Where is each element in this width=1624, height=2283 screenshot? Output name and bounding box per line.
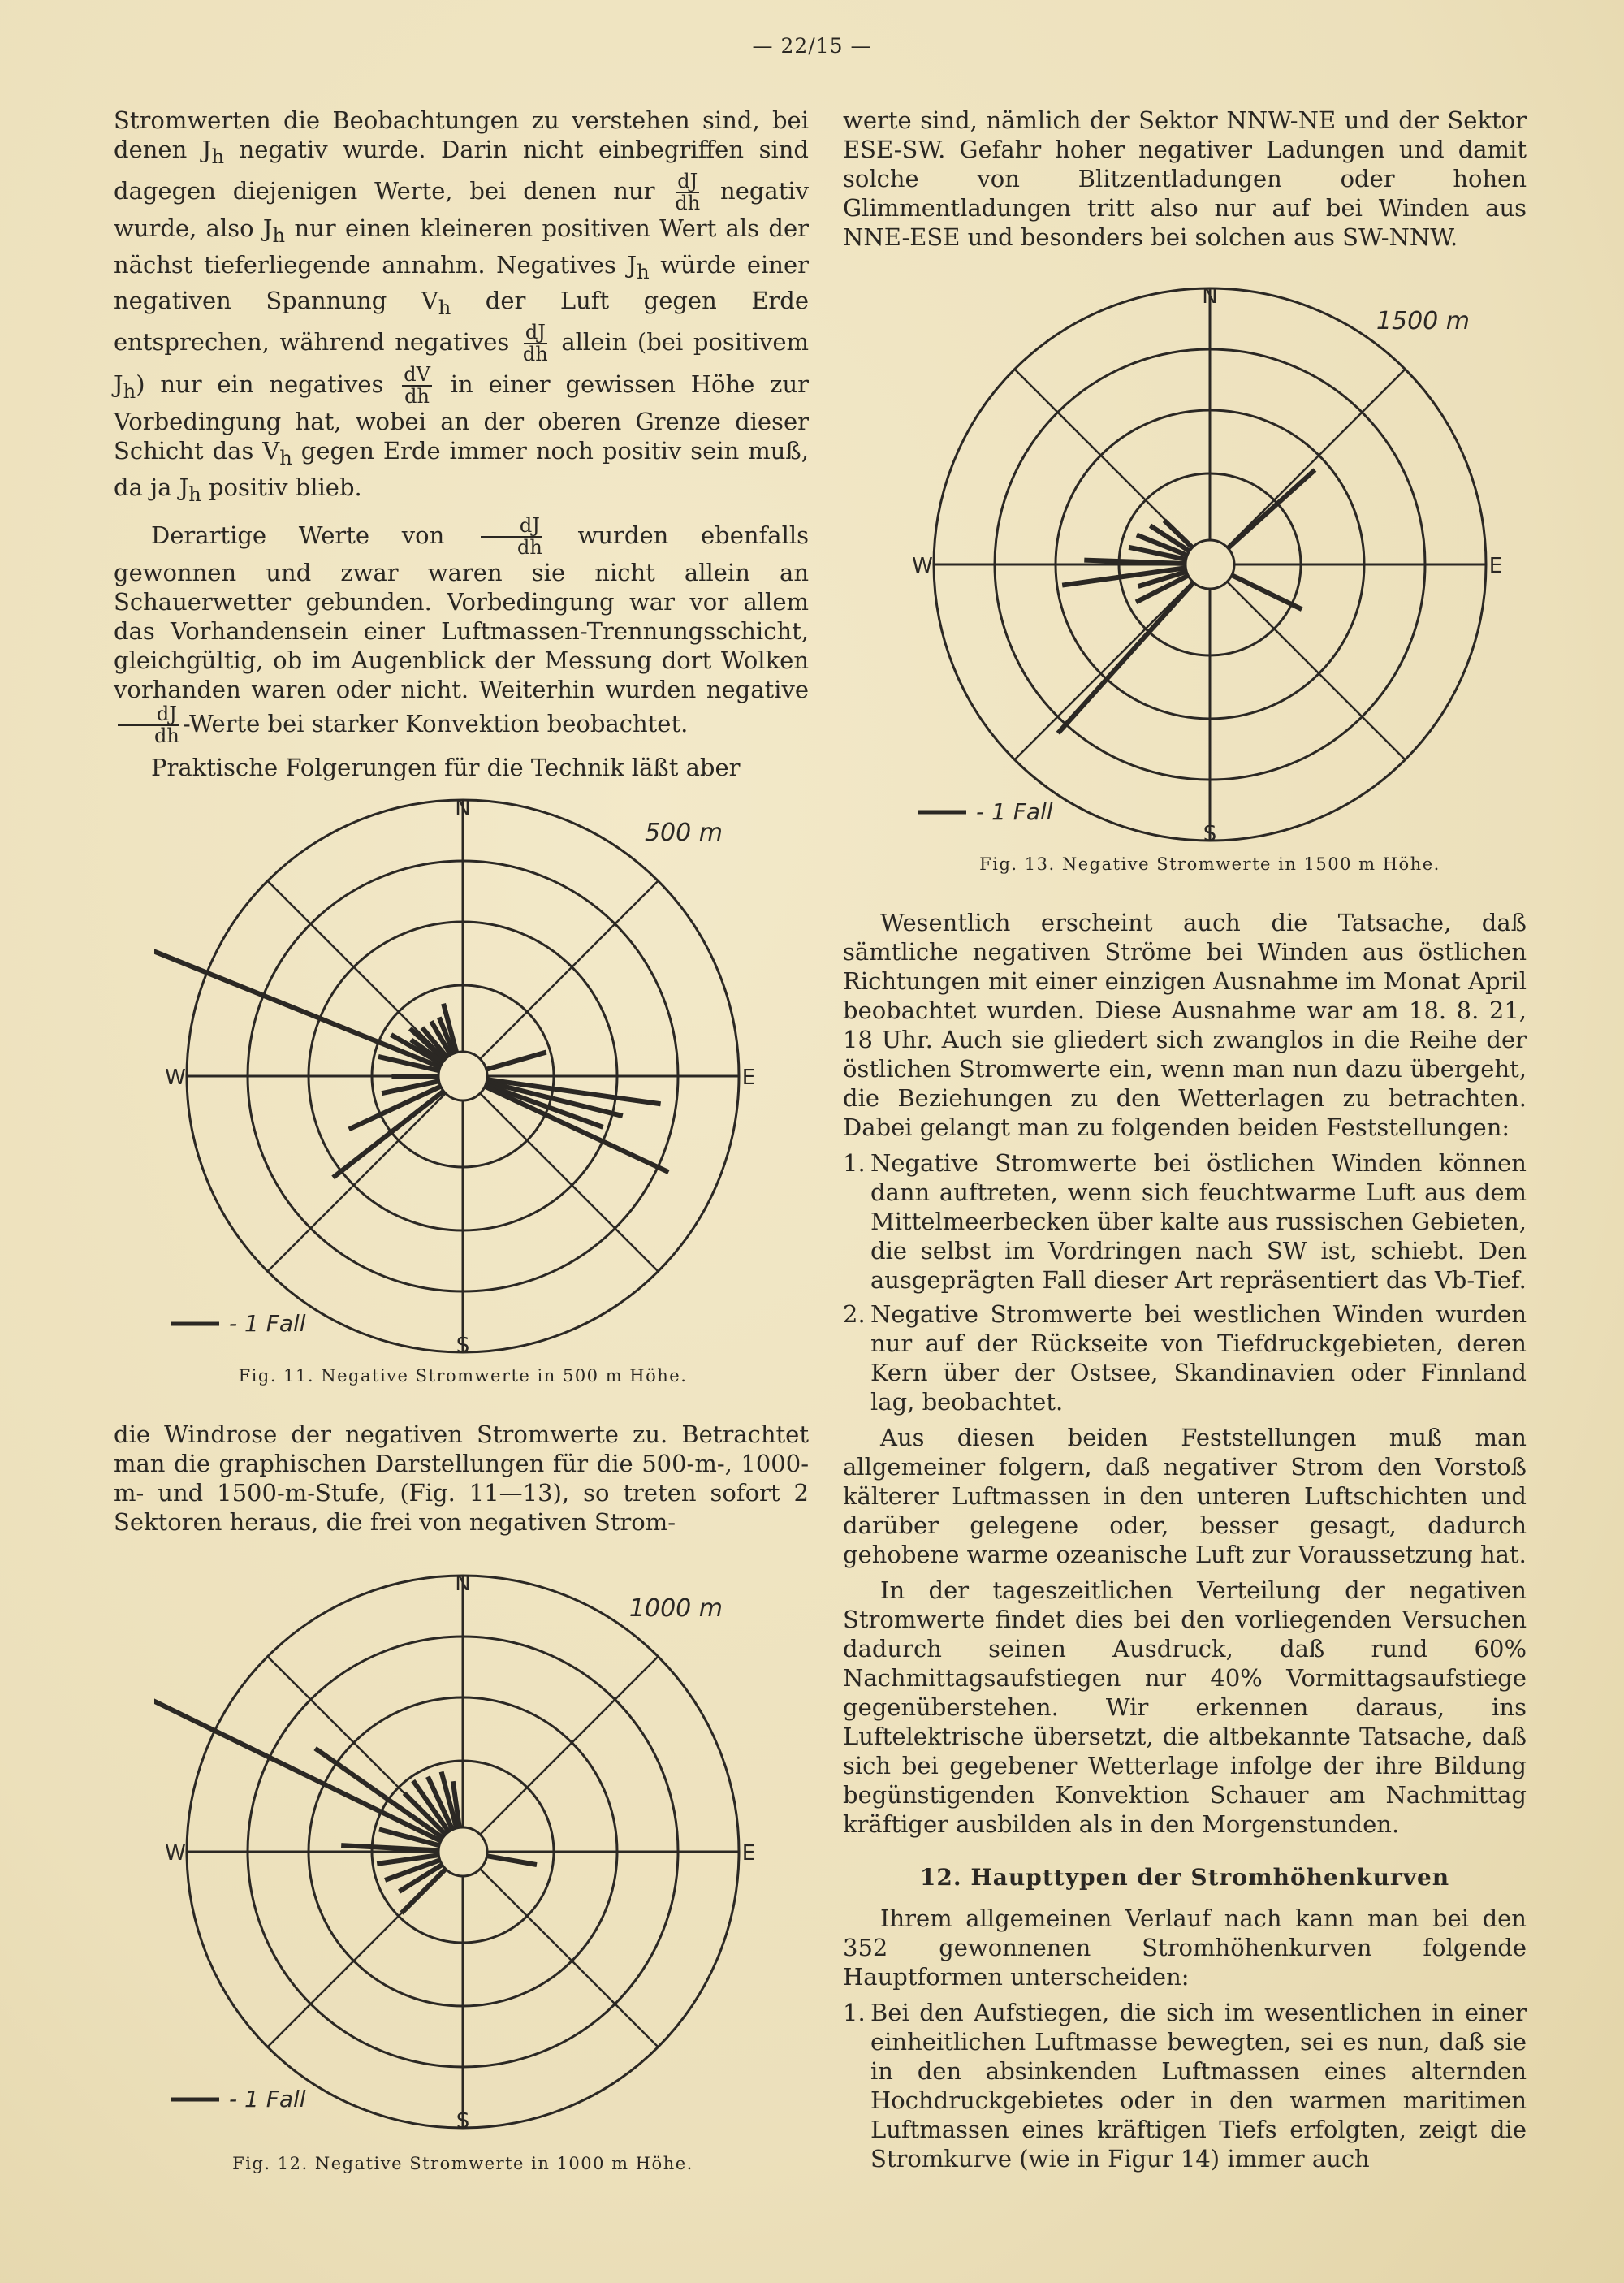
fraction-dj-dh: $\frac{dJ}{dh}$	[675, 169, 701, 214]
case-ray	[154, 921, 440, 1067]
fraction-dj-dh: $\frac{dJ}{dh}$	[117, 704, 179, 746]
right-paragraph-3: Aus diesen beiden Feststellungen muß man allgemeiner folgern, daß negativer Strom den Vorstoß kälterer Luftmassen in den unteren Luftschichten und darüber gelegene oder, besser gesagt, dadurch gehobene warme ozeanische Luft zur Voraussetzung hat.	[843, 1424, 1527, 1568]
right-column-bottom	[843, 908, 1527, 2180]
label-north: N	[455, 1572, 471, 1596]
range-ring-1	[1186, 540, 1234, 589]
list-item: 1. Bei den Aufstiegen, die sich im wesentlichen in einer einheitlichen Luftmasse bewegten, sei es nun, daß sie in den absinkenden Luftmassen eines alternden Hochdruckgebietes oder in den warmen maritimen Luftmassen eines kräftigen Tiefs erfolgten, zeigt die Stromkurve (wie in Figur 14) immer auch	[843, 1999, 1527, 2173]
legend-text: - 1 Fall	[229, 2086, 306, 2112]
left-paragraph-4: die Windrose der negativen Stromwerte zu. Betrachtet man die graphischen Darstellungen für die 500-m-, 1000-m- und 1500-m-Stufe, (Fig. 11—13), so treten sofort 2 Sektoren heraus, die frei von negativen Strom-	[114, 1420, 809, 1536]
case-ray	[341, 1845, 438, 1850]
case-ray	[1058, 582, 1194, 733]
altitude-label: 1000 m	[628, 1594, 723, 1623]
right-paragraph-5: Ihrem allgemeinen Verlauf nach kann man bei den 352 gewonnenen Stromhöhenkurven folgende Hauptformen unterscheiden:	[843, 1905, 1527, 1991]
case-ray	[487, 1856, 537, 1865]
label-east: E	[741, 1066, 756, 1090]
range-ring-1	[438, 1052, 487, 1100]
legend-text: - 1 Fall	[229, 1310, 306, 1337]
wind-rose-1000m	[154, 1567, 771, 2136]
findings-list	[843, 1148, 1527, 1416]
case-ray	[154, 1696, 441, 1841]
axis-diagonal	[268, 1093, 446, 1271]
legend-text: - 1 Fall	[976, 798, 1053, 825]
label-south: S	[1203, 822, 1217, 846]
axis-diagonal	[1227, 370, 1405, 547]
altitude-label: 1500 m	[1376, 307, 1470, 335]
figure-11-caption: Fig. 11. Negative Stromwerte in 500 m Höhe.	[238, 1366, 688, 1386]
figure-13	[901, 280, 1518, 849]
case-ray	[1228, 470, 1315, 548]
case-ray	[486, 1053, 546, 1070]
axis-diagonal	[480, 1657, 658, 1835]
left-column-middle	[114, 1420, 809, 1543]
axis-diagonal	[1227, 582, 1405, 759]
axis-diagonal	[1015, 582, 1193, 759]
case-ray	[333, 1091, 443, 1177]
fraction-dj-dh: $\frac{dJ}{dh}$	[522, 321, 548, 366]
label-north: N	[455, 796, 471, 820]
right-paragraph-1: werte sind, nämlich der Sektor NNW-NE und der Sektor ESE-SW. Gefahr hoher negativer Ladungen und damit solche von Blitzentladungen oder hohen Glimmentladungen tritt also nur auf bei Winden aus NNE-ESE und besonders bei solchen aus SW-NNW.	[843, 106, 1527, 251]
range-ring-1	[438, 1827, 487, 1876]
label-west: W	[165, 1066, 186, 1090]
wind-rose-500m	[154, 792, 771, 1360]
figure-11	[154, 792, 771, 1360]
label-west: W	[165, 1841, 186, 1866]
types-list	[843, 1998, 1527, 2173]
wind-rose-1500m	[901, 280, 1518, 849]
fraction-dj-dh: $\frac{dJ}{dh}$	[480, 516, 542, 558]
right-paragraph-2: Wesentlich erscheint auch die Tatsache, daß sämtliche negativen Ströme bei Winden aus östlichen Richtungen mit einer einzigen Ausnahme im Monat April beobachtet wurden. Diese Ausnahme war am 18. 8. 21, 18 Uhr. Auch sie gliedert sich zwanglos in die Reihe der östlichen Stromwerte ein, wenn man nun dazu übergeht, die Beziehungen zu den Wetterlagen zu betrachten. Dabei gelangt man zu folgenden beiden Feststellungen:	[843, 909, 1527, 1141]
section-heading: 12. Haupttypen der Stromhöhenkurven	[919, 1864, 1450, 1891]
page-number: — 22/15 —	[752, 34, 872, 58]
left-paragraph-2: Derartige Werte von $\frac{dJ}{dh}$ wurden ebenfalls gewonnen und zwar waren sie nicht allein an Schauerwetter gebunden. Vorbedingung war vor allem das Vorhandensein einer Luftmassen-Trennungsschicht, gleichgültig, ob im Augenblick der Messung dort Wolken vorhanden waren oder nicht. Weiterhin wurden negative $\frac{dJ}{dh}$ -Werte bei starker Konvektion beobachtet.	[114, 513, 809, 747]
label-west: W	[912, 554, 933, 578]
case-ray	[1232, 575, 1302, 609]
left-paragraph-1: Stromwerten die Beobachtungen zu verstehen sind, bei denen $J_h$ negativ wurde. Darin nicht einbegriffen sind dagegen diejenigen Werte, bei denen nur $\frac{dJ}{dh}$ negativ wurde, also $J_h$ nur einen kleineren positiven Wert als der nächst tieferliegende annahm. Negatives $J_h$ würde einer negativen Spannung $V_h$ der Luft gegen Erde entsprechen, während negatives $\frac{dJ}{dh}$ allein (bei positivem $J_h$) nur ein negatives $\frac{dV}{dh}$ in einer gewissen Höhe zur Vorbedingung hat, wobei an der oberen Grenze dieser Schicht das $V_h$ gegen Erde immer noch positiv sein muß, da ja $J_h$ positiv blieb.	[114, 106, 810, 506]
list-item: 1. Negative Stromwerte bei östlichen Winden können dann auftreten, wenn sich feuchtwarme Luft aus dem Mittelmeerbecken über kalte aus russischen Gebieten, die selbst im Vordringen nach SW ist, schiebt. Den ausgeprägten Fall dieser Art repräsentiert das Vb-Tief.	[843, 1149, 1527, 1294]
list-item: 2. Negative Stromwerte bei westlichen Winden wurden nur auf der Rückseite von Tiefdruckgebieten, deren Kern über der Ostsee, Skandinavien oder Finnland lag, beobachtet.	[843, 1300, 1527, 1416]
figure-12	[154, 1567, 771, 2136]
axis-diagonal	[480, 1869, 658, 2047]
left-paragraph-3: Praktische Folgerungen für die Technik läßt aber	[151, 753, 741, 781]
right-column-top	[843, 106, 1527, 258]
fraction-dv-dh: $\frac{dV}{dh}$	[404, 363, 430, 409]
figure-13-caption: Fig. 13. Negative Stromwerte in 1500 m Höhe.	[979, 854, 1440, 874]
left-column-top	[114, 106, 809, 789]
case-ray	[1084, 560, 1186, 564]
label-east: E	[741, 1841, 756, 1866]
axis-diagonal	[480, 1093, 658, 1271]
figure-12-caption: Fig. 12. Negative Stromwerte in 1000 m Höhe.	[232, 2154, 693, 2173]
right-paragraph-4: In der tageszeitlichen Verteilung der negativen Stromwerte findet dies bei den vorliegenden Versuchen dadurch seinen Ausdruck, daß rund 60% Nachmittagsaufstiegen nur 40% Vormittagsaufstiege gegenüberstehen. Wir erkennen daraus, ins Luftelektrische übersetzt, die altbekannte Tatsache, daß sich bei gegebener Wetterlage infolge der ihre Bildung begünstigenden Konvektion Schauer am Nachmittag kräftiger ausbilden als in den Morgenstunden.	[843, 1576, 1527, 1838]
altitude-label: 500 m	[644, 819, 723, 847]
label-north: N	[1202, 284, 1218, 309]
label-east: E	[1488, 554, 1503, 578]
label-south: S	[456, 1334, 470, 1358]
label-south: S	[456, 2109, 470, 2134]
axis-diagonal	[480, 881, 658, 1059]
